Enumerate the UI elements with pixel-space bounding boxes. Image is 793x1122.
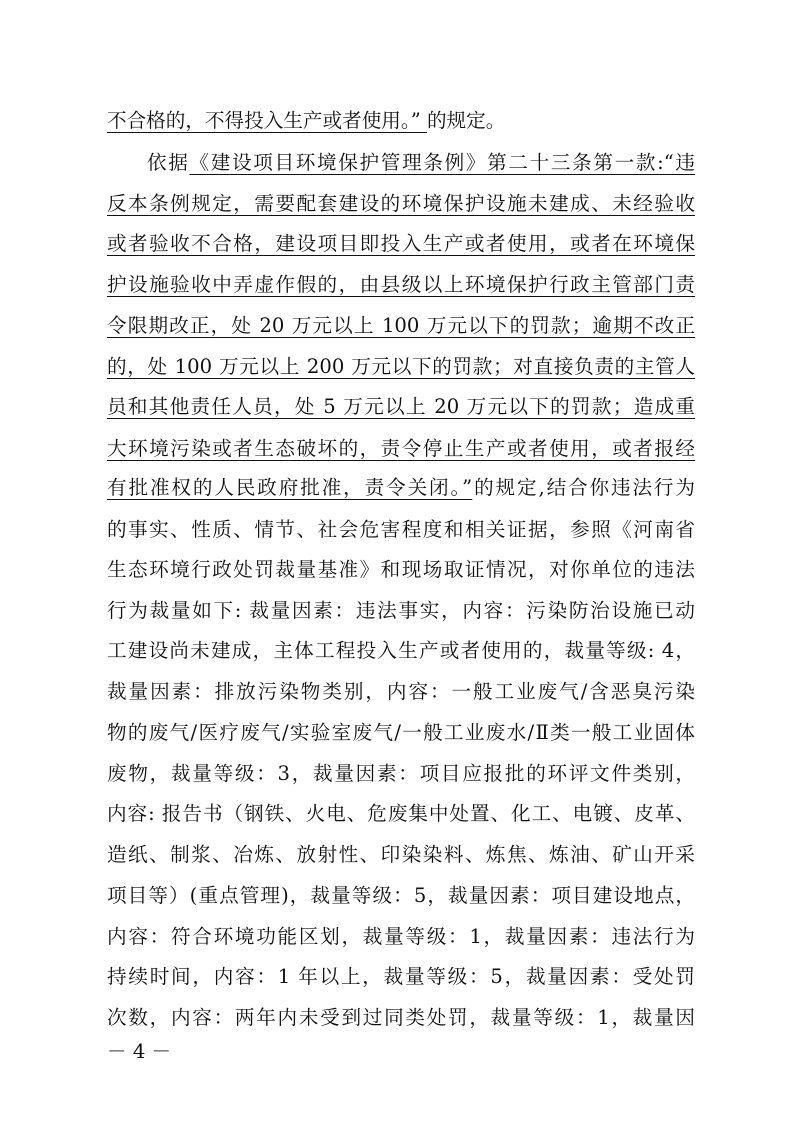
text-line bbox=[107, 393, 695, 421]
plain-text: 持续时间，内容：1 年以上，裁量等级：5，裁量因素：受处罚 bbox=[107, 965, 695, 988]
text-line bbox=[107, 923, 695, 951]
plain-text: 内容：符合环境功能区划，裁量等级：1，裁量因素：违法行为 bbox=[107, 925, 695, 948]
text-line bbox=[107, 841, 695, 869]
text-line bbox=[107, 963, 695, 991]
plain-text: 物的废气/医疗废气/实验室废气/一般工业废水/Ⅱ类一般工业固体 bbox=[107, 721, 695, 744]
text-line bbox=[107, 107, 695, 135]
text-line bbox=[107, 760, 695, 788]
underlined-text: 有批准权的人民政府批准，责令关闭。” bbox=[107, 476, 473, 499]
plain-text: 废物，裁量等级：3，裁量因素：项目应报批的环评文件类别， bbox=[107, 762, 695, 785]
text-line bbox=[107, 637, 695, 665]
text-line bbox=[107, 678, 695, 706]
plain-text: 造纸、制浆、冶炼、放射性、印染染料、炼焦、炼油、矿山开采 bbox=[107, 843, 695, 866]
plain-text: 的规定。 bbox=[426, 109, 506, 132]
text-line bbox=[107, 556, 695, 584]
plain-text: 的规定,结合你违法行为 bbox=[472, 476, 695, 499]
underlined-text: 《建设项目环境保护管理条例》第二十三条第一款:“违 bbox=[189, 151, 695, 174]
text-line bbox=[107, 597, 695, 625]
text-line bbox=[107, 800, 695, 828]
text-line bbox=[107, 230, 695, 258]
plain-text: 次数，内容：两年内未受到过同类处罚，裁量等级：1，裁量因 bbox=[107, 1006, 695, 1029]
underlined-text: 大环境污染或者生态破坏的，责令停止生产或者使用，或者报经 bbox=[107, 437, 695, 460]
underlined-text: 的，处 100 万元以上 200 万元以下的罚款；对直接负责的主管人 bbox=[107, 355, 695, 378]
plain-text: 工建设尚未建成，主体工程投入生产或者使用的，裁量等级: 4， bbox=[107, 639, 695, 662]
underlined-text: 不合格的，不得投入生产或者使用。” bbox=[107, 109, 427, 132]
text-line bbox=[107, 1004, 695, 1032]
underlined-text: 令限期改正，处 20 万元以上 100 万元以下的罚款；逾期不改正 bbox=[107, 314, 695, 337]
plain-text: 依据 bbox=[147, 151, 190, 174]
plain-text: 内容: 报告书（钢铁、火电、危废集中处置、化工、电镀、皮革、 bbox=[107, 802, 695, 825]
text-line bbox=[107, 190, 695, 218]
plain-text: 裁量因素：排放污染物类别，内容：一般工业废气/含恶臭污染 bbox=[107, 680, 695, 703]
underlined-text: 护设施验收中弄虚作假的，由县级以上环境保护行政主管部门责 bbox=[107, 273, 695, 296]
plain-text: 项目等）(重点管理)，裁量等级：5，裁量因素：项目建设地点， bbox=[107, 884, 695, 907]
plain-text: 的事实、性质、情节、社会危害程度和相关证据，参照《河南省 bbox=[107, 518, 695, 541]
text-line bbox=[107, 312, 695, 340]
text-line bbox=[107, 474, 695, 502]
underlined-text: 员和其他责任人员，处 5 万元以上 20 万元以下的罚款；造成重 bbox=[107, 395, 695, 418]
underlined-text: 或者验收不合格，建设项目即投入生产或者使用，或者在环境保 bbox=[107, 232, 695, 255]
underlined-text: 反本条例规定，需要配套建设的环境保护设施未建成、未经验收 bbox=[107, 192, 695, 215]
text-line bbox=[107, 882, 695, 910]
plain-text: 生态环境行政处罚裁量基准》和现场取证情况，对你单位的违法 bbox=[107, 558, 695, 581]
text-line bbox=[147, 149, 695, 177]
text-line bbox=[107, 353, 695, 381]
plain-text: 行为裁量如下: 裁量因素：违法事实，内容：污染防治设施已动 bbox=[107, 599, 695, 622]
text-line bbox=[107, 719, 695, 747]
text-line bbox=[107, 271, 695, 299]
text-line bbox=[107, 435, 695, 463]
text-line bbox=[107, 516, 695, 544]
page-number: － 4 － bbox=[107, 1040, 172, 1063]
